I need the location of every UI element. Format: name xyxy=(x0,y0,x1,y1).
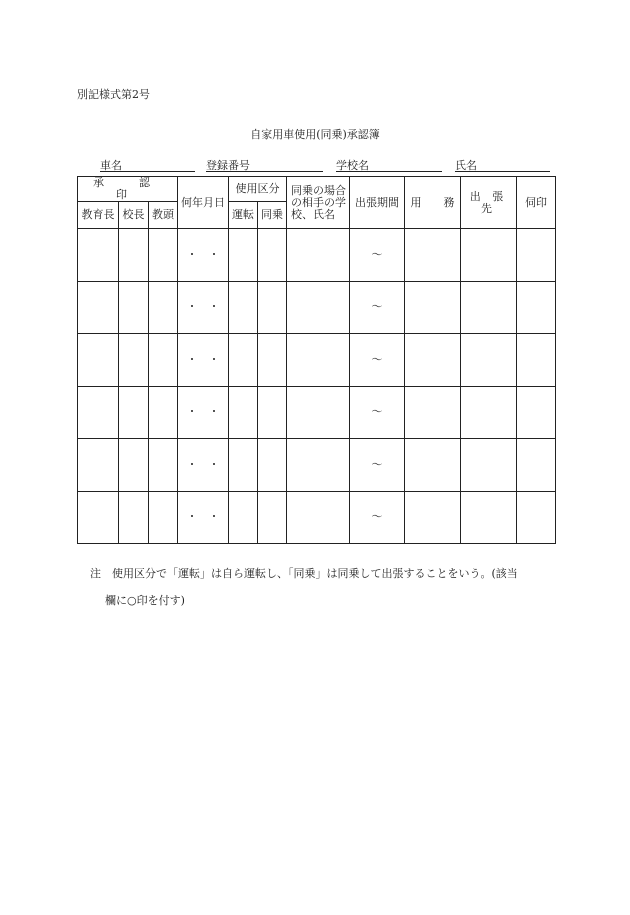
table-cell[interactable] xyxy=(461,334,517,387)
usage-col-drive: 運転 xyxy=(229,202,258,229)
table-cell[interactable] xyxy=(517,439,556,492)
document-title: 自家用車使用(同乗)承認簿 xyxy=(250,128,380,141)
table-cell[interactable] xyxy=(405,281,461,334)
table-cell[interactable] xyxy=(461,439,517,492)
table-cell[interactable] xyxy=(78,229,119,282)
table-row xyxy=(78,281,556,334)
period-cell[interactable]: ～ xyxy=(350,334,405,387)
date-cell[interactable]: ・ ・ xyxy=(178,386,229,439)
table-cell[interactable] xyxy=(149,491,178,544)
table-cell[interactable] xyxy=(287,229,350,282)
table-cell[interactable] xyxy=(78,386,119,439)
usage-header: 使用区分 xyxy=(229,177,287,202)
table-cell[interactable] xyxy=(517,491,556,544)
table-cell[interactable] xyxy=(78,439,119,492)
table-cell[interactable] xyxy=(229,439,258,492)
table-row xyxy=(78,439,556,492)
table-cell[interactable] xyxy=(149,229,178,282)
table-cell[interactable] xyxy=(258,386,287,439)
table-cell[interactable] xyxy=(229,281,258,334)
approval-col-vice-principal: 教頭 xyxy=(149,202,178,229)
note-line-1: 注 使用区分で「運転」は自ら運転し、「同乗」は同乗して出張することをいう。(該当 xyxy=(90,567,518,580)
table-cell[interactable] xyxy=(461,491,517,544)
header-row-1 xyxy=(78,177,556,202)
field-label: 車名 xyxy=(100,159,122,172)
table-cell[interactable] xyxy=(149,281,178,334)
table-cell[interactable] xyxy=(405,439,461,492)
period-cell[interactable]: ～ xyxy=(350,281,405,334)
duty-header: 用 務 xyxy=(405,177,461,229)
table-cell[interactable] xyxy=(119,281,149,334)
note-line-2: 欄に○印を付す) xyxy=(105,594,185,607)
approval-col-superintendent: 教育長 xyxy=(78,202,119,229)
table-cell[interactable] xyxy=(517,229,556,282)
table-row xyxy=(78,491,556,544)
field-school-name xyxy=(336,157,442,172)
table-cell[interactable] xyxy=(149,334,178,387)
table-cell[interactable] xyxy=(258,334,287,387)
table-row xyxy=(78,229,556,282)
table-cell[interactable] xyxy=(287,439,350,492)
period-cell[interactable]: ～ xyxy=(350,229,405,282)
field-car-name xyxy=(100,157,195,172)
table-row xyxy=(78,334,556,387)
table-cell[interactable] xyxy=(405,386,461,439)
table-cell[interactable] xyxy=(287,281,350,334)
table-cell[interactable] xyxy=(149,439,178,492)
approval-col-principal: 校長 xyxy=(119,202,149,229)
table-cell[interactable] xyxy=(287,334,350,387)
table-cell[interactable] xyxy=(258,491,287,544)
table-cell[interactable] xyxy=(258,281,287,334)
table-row xyxy=(78,386,556,439)
usage-col-ride: 同乗 xyxy=(258,202,287,229)
period-cell[interactable]: ～ xyxy=(350,491,405,544)
table-cell[interactable] xyxy=(78,491,119,544)
approval-log-table xyxy=(77,176,556,544)
table-cell[interactable] xyxy=(405,229,461,282)
table-cell[interactable] xyxy=(287,491,350,544)
table-cell[interactable] xyxy=(119,386,149,439)
table-cell[interactable] xyxy=(258,439,287,492)
date-cell[interactable]: ・ ・ xyxy=(178,334,229,387)
table-cell[interactable] xyxy=(78,281,119,334)
passenger-header: 同乗の場合の相手の学校、氏名 xyxy=(287,177,350,229)
table-cell[interactable] xyxy=(119,491,149,544)
period-cell[interactable]: ～ xyxy=(350,386,405,439)
table-cell[interactable] xyxy=(405,491,461,544)
table-cell[interactable] xyxy=(149,386,178,439)
note xyxy=(90,560,560,614)
date-cell[interactable]: ・ ・ xyxy=(178,439,229,492)
period-header: 出張期間 xyxy=(350,177,405,229)
table-cell[interactable] xyxy=(229,229,258,282)
approval-header: 承 認 印 xyxy=(78,177,178,202)
destination-header: 出 張 先 xyxy=(461,177,517,229)
form-number: 別記様式第2号 xyxy=(77,88,150,101)
table-cell[interactable] xyxy=(517,386,556,439)
table-cell[interactable] xyxy=(461,281,517,334)
table-cell[interactable] xyxy=(229,491,258,544)
date-cell[interactable]: ・ ・ xyxy=(178,281,229,334)
date-header: 何年月日 xyxy=(178,177,229,229)
seal-header: 伺印 xyxy=(517,177,556,229)
table-cell[interactable] xyxy=(258,229,287,282)
field-registration-number xyxy=(206,157,323,172)
table-cell[interactable] xyxy=(517,281,556,334)
field-label: 学校名 xyxy=(336,159,369,172)
table-cell[interactable] xyxy=(287,386,350,439)
table-cell[interactable] xyxy=(229,386,258,439)
table-cell[interactable] xyxy=(78,334,119,387)
field-person-name xyxy=(455,157,550,172)
field-label: 登録番号 xyxy=(206,159,250,172)
table-cell[interactable] xyxy=(119,229,149,282)
field-label: 氏名 xyxy=(455,159,477,172)
table-cell[interactable] xyxy=(461,386,517,439)
table-cell[interactable] xyxy=(461,229,517,282)
date-cell[interactable]: ・ ・ xyxy=(178,229,229,282)
table-cell[interactable] xyxy=(517,334,556,387)
table-cell[interactable] xyxy=(119,439,149,492)
date-cell[interactable]: ・ ・ xyxy=(178,491,229,544)
table-cell[interactable] xyxy=(405,334,461,387)
table-cell[interactable] xyxy=(119,334,149,387)
table-cell[interactable] xyxy=(229,334,258,387)
period-cell[interactable]: ～ xyxy=(350,439,405,492)
